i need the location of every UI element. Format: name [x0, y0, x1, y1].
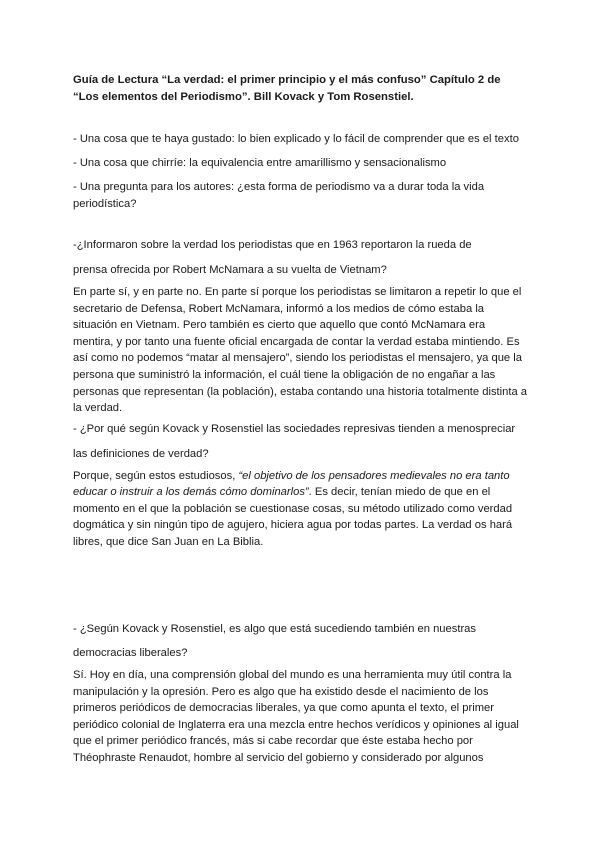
bullet-disliked: - Una cosa que chirríe: la equivalencia entre amarillismo y sensacionalismo: [73, 157, 447, 169]
answer-1: En parte sí, y en parte no. En parte sí porque los periodistas se limitaron a repetir lo que el secretario de Defensa, Robert McNamara, informó a los medios de cómo estaba la situación en Vietnam. Pero también es cierto que aquello que contó McNamara era mentira, y por tanto una fuente oficial encargada de contar la verdad estaba mintiendo. Es así como no podemos “matar al mensajero”, siendo los periodistas el mensajero, ya que la persona que suministró la información, el cuál tiene la obligación de no engañar a las personas que representan (la población), estaba contando una historia totalmente distinta a la verdad.: [73, 286, 528, 415]
answer-2-rest: . Es decir, tenían miedo de que en el momento en el que la población se cuestionase cosas, su método utilizado como verdad dogmática y sin ningún tipo de agujero, hiciera agua por todas partes. La verdad os hará libres, que dice San Juan en La Biblia.: [73, 486, 513, 548]
answer-2-intro: Porque, según estos estudiosos,: [73, 470, 239, 482]
question-2-line-1: - ¿Por qué según Kovack y Rosenstiel las sociedades represivas tienden a menospreciar: [73, 423, 516, 435]
answer-3: Sí. Hoy en día, una comprensión global del mundo es una herramienta muy útil contra la manipulación y la opresión. Pero es algo que ha existido desde el nacimiento de los primeros periódicos de democracias liberales, ya que como apunta el texto, el primer periódico colonial de Inglaterra era una mezcla entre hechos verídicos y opiniones al igual que el primer periódico francés, más si cabe recordar que éste estaba hecho por Théophraste Renaudot, hombre al servicio del gobierno y considerado por algunos: [73, 669, 519, 764]
question-3-line-1: - ¿Según Kovack y Rosenstiel, es algo que está sucediendo también en nuestras: [73, 623, 476, 635]
question-3-line-2: democracias liberales?: [73, 647, 188, 659]
answer-2-quote: “el objetivo de los pensadores medievales no era tanto educar o instruir a los demás cómo dominarlos”: [73, 470, 510, 499]
bullet-liked: - Una cosa que te haya gustado: lo bien explicado y lo fácil de comprender que es el texto: [73, 133, 519, 145]
question-1-line-1: -¿Informaron sobre la verdad los periodistas que en 1963 reportaron la rueda de: [73, 239, 472, 251]
answer-2: [73, 468, 528, 550]
bullet-question: - Una pregunta para los autores: ¿esta forma de periodismo va a durar toda la vida periodística?: [73, 181, 485, 210]
question-1-line-2: prensa ofrecida por Robert McNamara a su vuelta de Vietnam?: [73, 264, 387, 276]
document-title: Guía de Lectura “La verdad: el primer principio y el más confuso” Capítulo 2 de “Los elementos del Periodismo”. Bill Kovack y Tom Rosenstiel.: [73, 74, 501, 103]
question-2-line-2: las definiciones de verdad?: [73, 448, 209, 460]
